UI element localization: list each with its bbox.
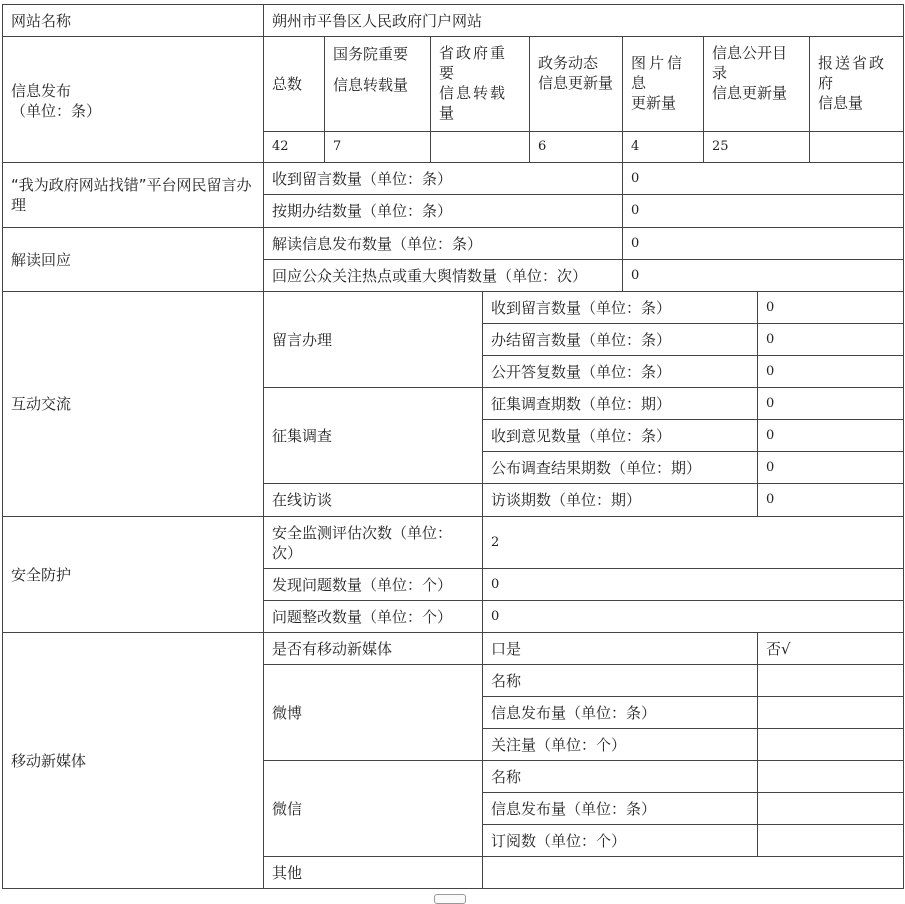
survey-periods-value: 0: [757, 387, 904, 420]
security-fixed-label: 问题整改数量（单位：个）: [263, 600, 483, 633]
has-new-media-label: 是否有移动新媒体: [263, 632, 483, 665]
wechat-posts-label: 信息发布量（单位：条）: [482, 792, 758, 825]
weibo-label: 微博: [263, 664, 483, 761]
interpretation-label: 解读回应: [2, 227, 264, 292]
wechat-label: 微信: [263, 760, 483, 857]
survey-results-value: 0: [757, 451, 904, 484]
weibo-name-value: [757, 664, 904, 697]
header-picture-update: 图片信息 更新量: [622, 36, 704, 132]
message-handling-label: 留言办理: [263, 291, 483, 388]
wechat-name-value: [757, 760, 904, 793]
new-media-label: 移动新媒体: [2, 632, 264, 889]
page-scroll-handle[interactable]: [434, 894, 466, 904]
security-monitor-value: 2: [482, 516, 904, 569]
security-fixed-value: 0: [482, 600, 904, 633]
header-report-province: 报送省政府 信息量: [809, 36, 904, 132]
interpretation-released-label: 解读信息发布数量（单位：条）: [263, 227, 623, 260]
header-prov-reprint: 省政府重要 信息转载量: [430, 36, 530, 132]
other-media-label: 其他: [263, 856, 483, 889]
interpretation-released-value: 0: [622, 227, 904, 260]
error-received-label: 收到留言数量（单位：条）: [263, 162, 623, 195]
weibo-posts-label: 信息发布量（单位：条）: [482, 696, 758, 729]
other-media-value: [482, 856, 904, 889]
security-found-value: 0: [482, 568, 904, 601]
header-affairs-update: 政务动态 信息更新量: [529, 36, 623, 132]
value-state-reprint: 7: [324, 131, 431, 163]
wechat-subscribers-label: 订阅数（单位：个）: [482, 824, 758, 857]
site-name-label: 网站名称: [2, 4, 264, 37]
security-monitor-label: 安全监测评估次数（单位：次）: [263, 516, 483, 569]
has-new-media-no-option[interactable]: 否√: [757, 632, 904, 665]
message-closed-value: 0: [757, 323, 904, 356]
interaction-label: 互动交流: [2, 291, 264, 517]
interpretation-response-value: 0: [622, 259, 904, 292]
security-label: 安全防护: [2, 516, 264, 633]
error-report-label: “我为政府网站找错”平台网民留言办理: [2, 162, 264, 228]
error-handled-value: 0: [622, 194, 904, 228]
message-received-value: 0: [757, 291, 904, 324]
security-found-label: 发现问题数量（单位：个）: [263, 568, 483, 601]
interview-periods-label: 访谈期数（单位：期）: [482, 483, 758, 517]
interview-label: 在线访谈: [263, 483, 483, 517]
survey-periods-label: 征集调查期数（单位：期）: [482, 387, 758, 420]
has-new-media-yes-option[interactable]: 口是: [482, 632, 758, 665]
interview-periods-value: 0: [757, 483, 904, 517]
value-affairs-update: 6: [529, 131, 623, 163]
wechat-posts-value: [757, 792, 904, 825]
message-closed-label: 办结留言数量（单位：条）: [482, 323, 758, 356]
survey-label: 征集调查: [263, 387, 483, 484]
value-total: 42: [263, 131, 325, 163]
survey-opinions-value: 0: [757, 419, 904, 452]
info-release-label: 信息发布 （单位：条）: [2, 36, 264, 163]
weibo-followers-value: [757, 728, 904, 761]
message-replies-label: 公开答复数量（单位：条）: [482, 355, 758, 388]
weibo-posts-value: [757, 696, 904, 729]
header-total: 总数: [263, 36, 325, 132]
interpretation-response-label: 回应公众关注热点或重大舆情数量（单位：次）: [263, 259, 623, 292]
value-report-province: [809, 131, 904, 163]
header-state-reprint: 国务院重要 信息转载量: [324, 36, 431, 132]
value-prov-reprint: [430, 131, 530, 163]
weibo-followers-label: 关注量（单位：个）: [482, 728, 758, 761]
value-catalog-update: 25: [703, 131, 810, 163]
message-replies-value: 0: [757, 355, 904, 388]
error-received-value: 0: [622, 162, 904, 195]
error-handled-label: 按期办结数量（单位：条）: [263, 194, 623, 228]
site-name-value: 朔州市平鲁区人民政府门户网站: [263, 4, 904, 37]
header-catalog-update: 信息公开目录 信息更新量: [703, 36, 810, 132]
wechat-name-label: 名称: [482, 760, 758, 793]
message-received-label: 收到留言数量（单位：条）: [482, 291, 758, 324]
weibo-name-label: 名称: [482, 664, 758, 697]
wechat-subscribers-value: [757, 824, 904, 857]
value-picture-update: 4: [622, 131, 704, 163]
survey-results-label: 公布调查结果期数（单位：期）: [482, 451, 758, 484]
survey-opinions-label: 收到意见数量（单位：条）: [482, 419, 758, 452]
